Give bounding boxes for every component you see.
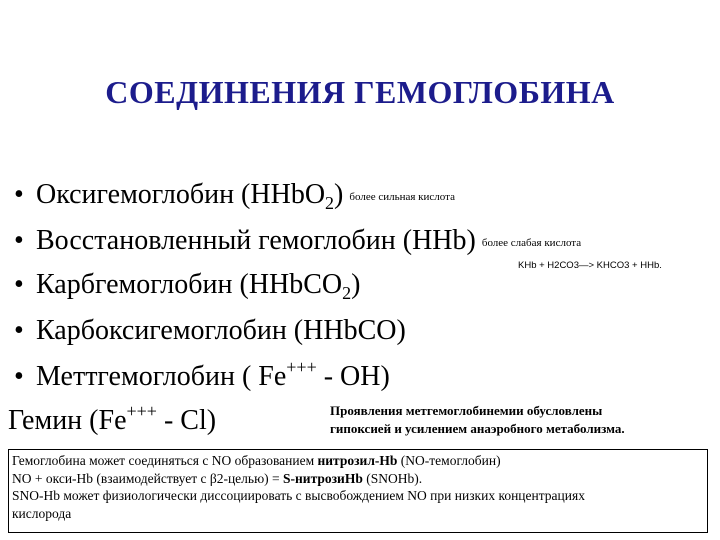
list-item-carbhemoglobin bbox=[14, 270, 360, 308]
box-line bbox=[12, 452, 704, 470]
box-line bbox=[12, 470, 704, 488]
item-text: Карбоксигемоглобин (HHbCO) bbox=[36, 315, 406, 346]
bullet-marker: • bbox=[14, 269, 24, 300]
bullet-marker: • bbox=[14, 315, 24, 346]
box-text: (SNOHb). bbox=[362, 470, 423, 486]
hemin-formula bbox=[8, 401, 217, 437]
item-text-end: ) bbox=[334, 179, 344, 210]
box-line: SNO-Hb может физиологически диссоциировать с высвобождением NO при низких концентрациях bbox=[12, 488, 585, 503]
item-text: Восстановленный гемоглобин (HHb) bbox=[36, 225, 476, 256]
note-line: гипоксией и усилением анаэробного метаболизма. bbox=[330, 421, 625, 436]
box-text: (NO-темоглобин) bbox=[397, 453, 501, 468]
list-item-methemoglobin bbox=[14, 357, 390, 392]
acid-note: более сильная кислота bbox=[349, 190, 455, 203]
item-text: Меттгемоглобин ( Fe bbox=[36, 361, 287, 392]
acid-note: более слабая кислота bbox=[481, 236, 582, 249]
item-text-end: - OH) bbox=[316, 361, 390, 392]
list-item-deoxyhemoglobin bbox=[14, 226, 581, 258]
reaction-equation: KHb + H2CO3—> KHCO3 + HHb. bbox=[518, 260, 662, 271]
superscript: +++ bbox=[286, 357, 317, 377]
list-item-oxyhemoglobin bbox=[14, 180, 455, 218]
box-text: NO + окси-Hb (взаимодействует с β2-целью) = bbox=[12, 470, 284, 486]
item-text: Оксигемоглобин (HHbO bbox=[36, 179, 326, 210]
bullet-marker: • bbox=[14, 361, 24, 392]
item-text: Карбгемоглобин (HHbCO bbox=[36, 269, 343, 300]
box-text: Гемоглобина может соединяться с NO образованием bbox=[12, 453, 318, 468]
methemoglobinemia-note bbox=[330, 402, 625, 438]
box-bold: S-нитрозиHb bbox=[283, 470, 363, 486]
note-line: Проявления метгемоглобинемии обусловлены bbox=[330, 403, 603, 418]
slide-title: СОЕДИНЕНИЯ ГЕМОГЛОБИНА bbox=[105, 74, 615, 110]
superscript: +++ bbox=[126, 401, 157, 421]
list-item-carboxyhemoglobin bbox=[14, 316, 406, 346]
subscript: 2 bbox=[342, 283, 352, 303]
hemin-text-end: - Cl) bbox=[156, 405, 217, 436]
subscript: 2 bbox=[325, 193, 335, 213]
item-text-end: ) bbox=[351, 269, 361, 300]
box-line: кислорода bbox=[12, 505, 72, 521]
bullet-marker: • bbox=[14, 225, 24, 256]
nitrosyl-info-box bbox=[8, 449, 708, 533]
hemin-text: Гемин (Fe bbox=[8, 405, 127, 436]
bullet-marker: • bbox=[14, 179, 24, 210]
box-bold: нитрозил-Hb bbox=[317, 453, 398, 468]
